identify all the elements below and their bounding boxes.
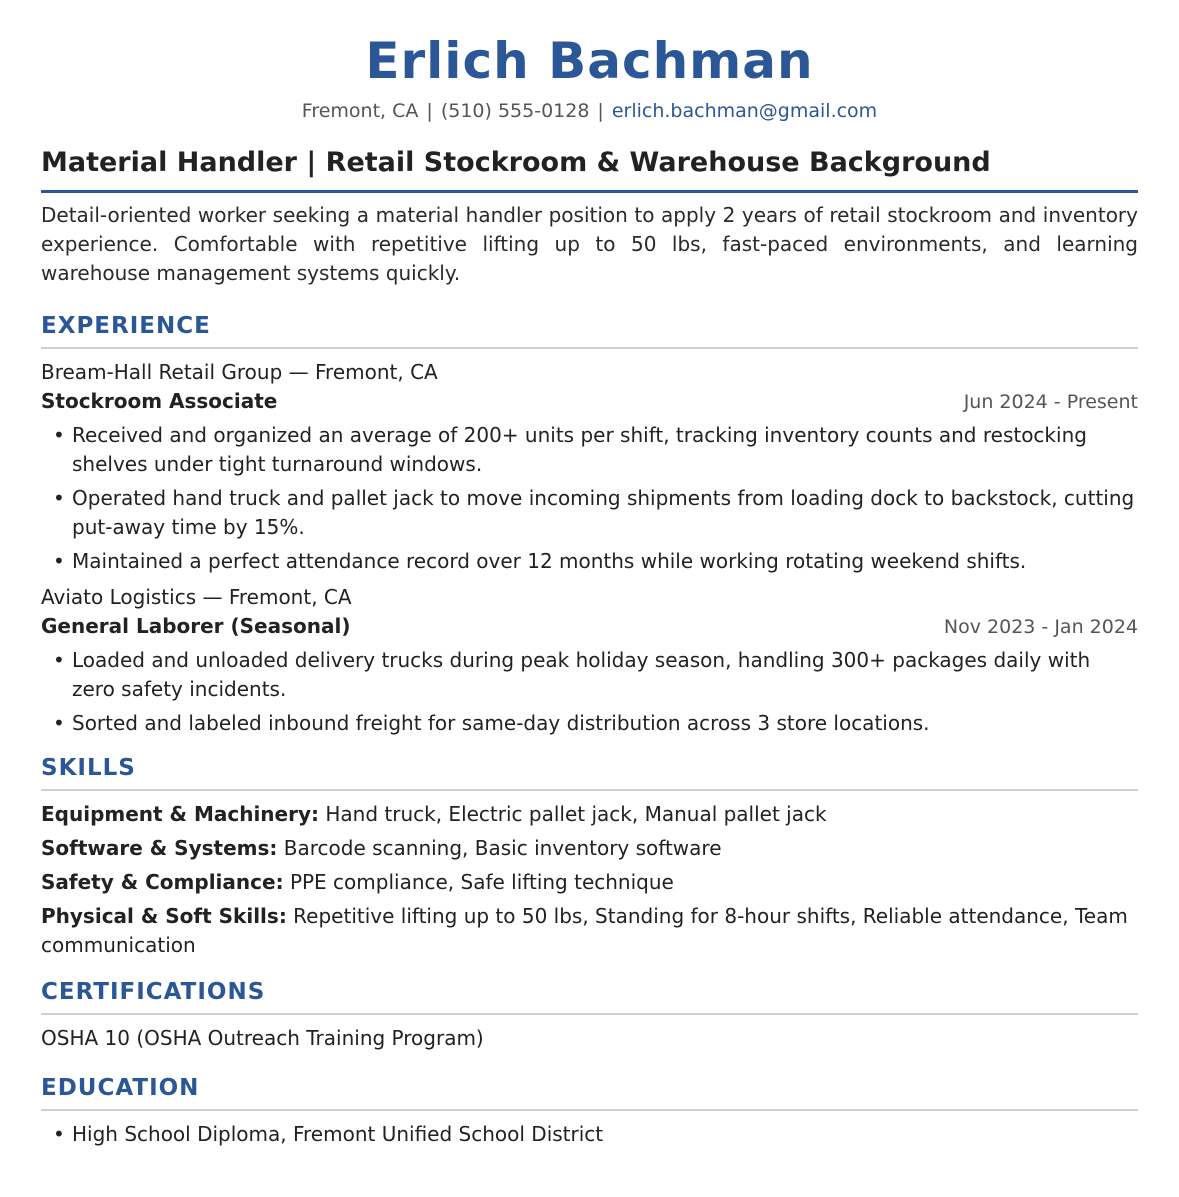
bullet-text: Maintained a perfect attendance record over 12 months while working rotating weekend shifts. bbox=[72, 549, 1027, 573]
skill-line bbox=[41, 834, 1138, 863]
skill-value: Barcode scanning, Basic inventory software bbox=[283, 836, 722, 860]
bullet-text: Sorted and labeled inbound freight for same-day distribution across 3 store locations. bbox=[72, 711, 930, 735]
education-list bbox=[41, 1120, 1138, 1149]
skill-label: Safety & Compliance: bbox=[41, 870, 284, 894]
contact-separator: | bbox=[426, 100, 433, 122]
experience-bullet bbox=[41, 646, 1138, 704]
education-item bbox=[41, 1120, 1138, 1149]
bullet-dot-icon: • bbox=[53, 486, 65, 510]
section-title-experience: EXPERIENCE bbox=[41, 310, 1138, 349]
skill-line bbox=[41, 902, 1138, 960]
skill-value: Hand truck, Electric pallet jack, Manual pallet jack bbox=[325, 802, 827, 826]
experience-bullet bbox=[41, 547, 1138, 576]
skill-line bbox=[41, 800, 1138, 829]
experience-bullet bbox=[41, 484, 1138, 542]
bullet-text: Operated hand truck and pallet jack to move incoming shipments from loading dock to backstock, cutting put-away time by 15%. bbox=[72, 486, 1135, 539]
experience-bullets bbox=[41, 646, 1138, 738]
contact-location: Fremont, CA bbox=[301, 100, 419, 122]
contact-phone: (510) 555-0128 bbox=[440, 100, 590, 122]
experience-role: General Laborer (Seasonal) bbox=[41, 614, 351, 638]
experience-bullets bbox=[41, 421, 1138, 576]
experience-company: Bream-Hall Retail Group — Fremont, CA bbox=[41, 360, 438, 384]
experience-dates: Jun 2024 - Present bbox=[963, 391, 1138, 413]
bullet-dot-icon: • bbox=[53, 648, 65, 672]
education-text: High School Diploma, Fremont Unified School District bbox=[72, 1122, 604, 1146]
bullet-text: Loaded and unloaded delivery trucks during peak holiday season, handling 300+ packages daily with zero safety incidents. bbox=[72, 648, 1091, 701]
experience-bullet bbox=[41, 421, 1138, 479]
experience-bullet bbox=[41, 709, 1138, 738]
skill-line bbox=[41, 868, 1138, 897]
bullet-dot-icon: • bbox=[53, 423, 65, 447]
experience-role-row bbox=[41, 612, 1138, 642]
contact-line bbox=[41, 97, 1138, 125]
skill-value: Repetitive lifting up to 50 lbs, Standing for 8-hour shifts, Reliable attendance, Team communication bbox=[41, 904, 1128, 957]
experience-role-row bbox=[41, 387, 1138, 417]
contact-email-link[interactable]: erlich.bachman@gmail.com bbox=[611, 100, 878, 122]
experience-company: Aviato Logistics — Fremont, CA bbox=[41, 585, 352, 609]
skill-label: Physical & Soft Skills: bbox=[41, 904, 287, 928]
resume-headline: Material Handler | Retail Stockroom & Warehouse Background bbox=[41, 145, 1138, 193]
experience-role: Stockroom Associate bbox=[41, 389, 278, 413]
section-title-certifications: CERTIFICATIONS bbox=[41, 976, 1138, 1015]
section-title-education: EDUCATION bbox=[41, 1072, 1138, 1111]
section-title-skills: SKILLS bbox=[41, 752, 1138, 791]
bullet-dot-icon: • bbox=[53, 1122, 65, 1146]
experience-entry bbox=[41, 583, 1138, 738]
skills-list bbox=[41, 800, 1138, 960]
bullet-text: Received and organized an average of 200+ units per shift, tracking inventory counts and restocking shelves under tight turnaround windows. bbox=[72, 423, 1087, 476]
bullet-dot-icon: • bbox=[53, 711, 65, 735]
candidate-name: Erlich Bachman bbox=[365, 32, 814, 90]
certification-item: OSHA 10 (OSHA Outreach Training Program) bbox=[41, 1026, 484, 1050]
bullet-dot-icon: • bbox=[53, 549, 65, 573]
experience-dates: Nov 2023 - Jan 2024 bbox=[943, 616, 1138, 638]
contact-separator: | bbox=[597, 100, 604, 122]
education-bullets bbox=[41, 1120, 1138, 1149]
skill-label: Equipment & Machinery: bbox=[41, 802, 320, 826]
experience-entry bbox=[41, 358, 1138, 576]
summary-paragraph: Detail-oriented worker seeking a material handler position to apply 2 years of retail stockroom and inventory experience. Comfortable with repetitive lifting up to 50 lbs, fast-paced environments, and learning warehouse management systems quickly. bbox=[41, 203, 1138, 285]
skill-value: PPE compliance, Safe lifting technique bbox=[289, 870, 674, 894]
skill-label: Software & Systems: bbox=[41, 836, 278, 860]
